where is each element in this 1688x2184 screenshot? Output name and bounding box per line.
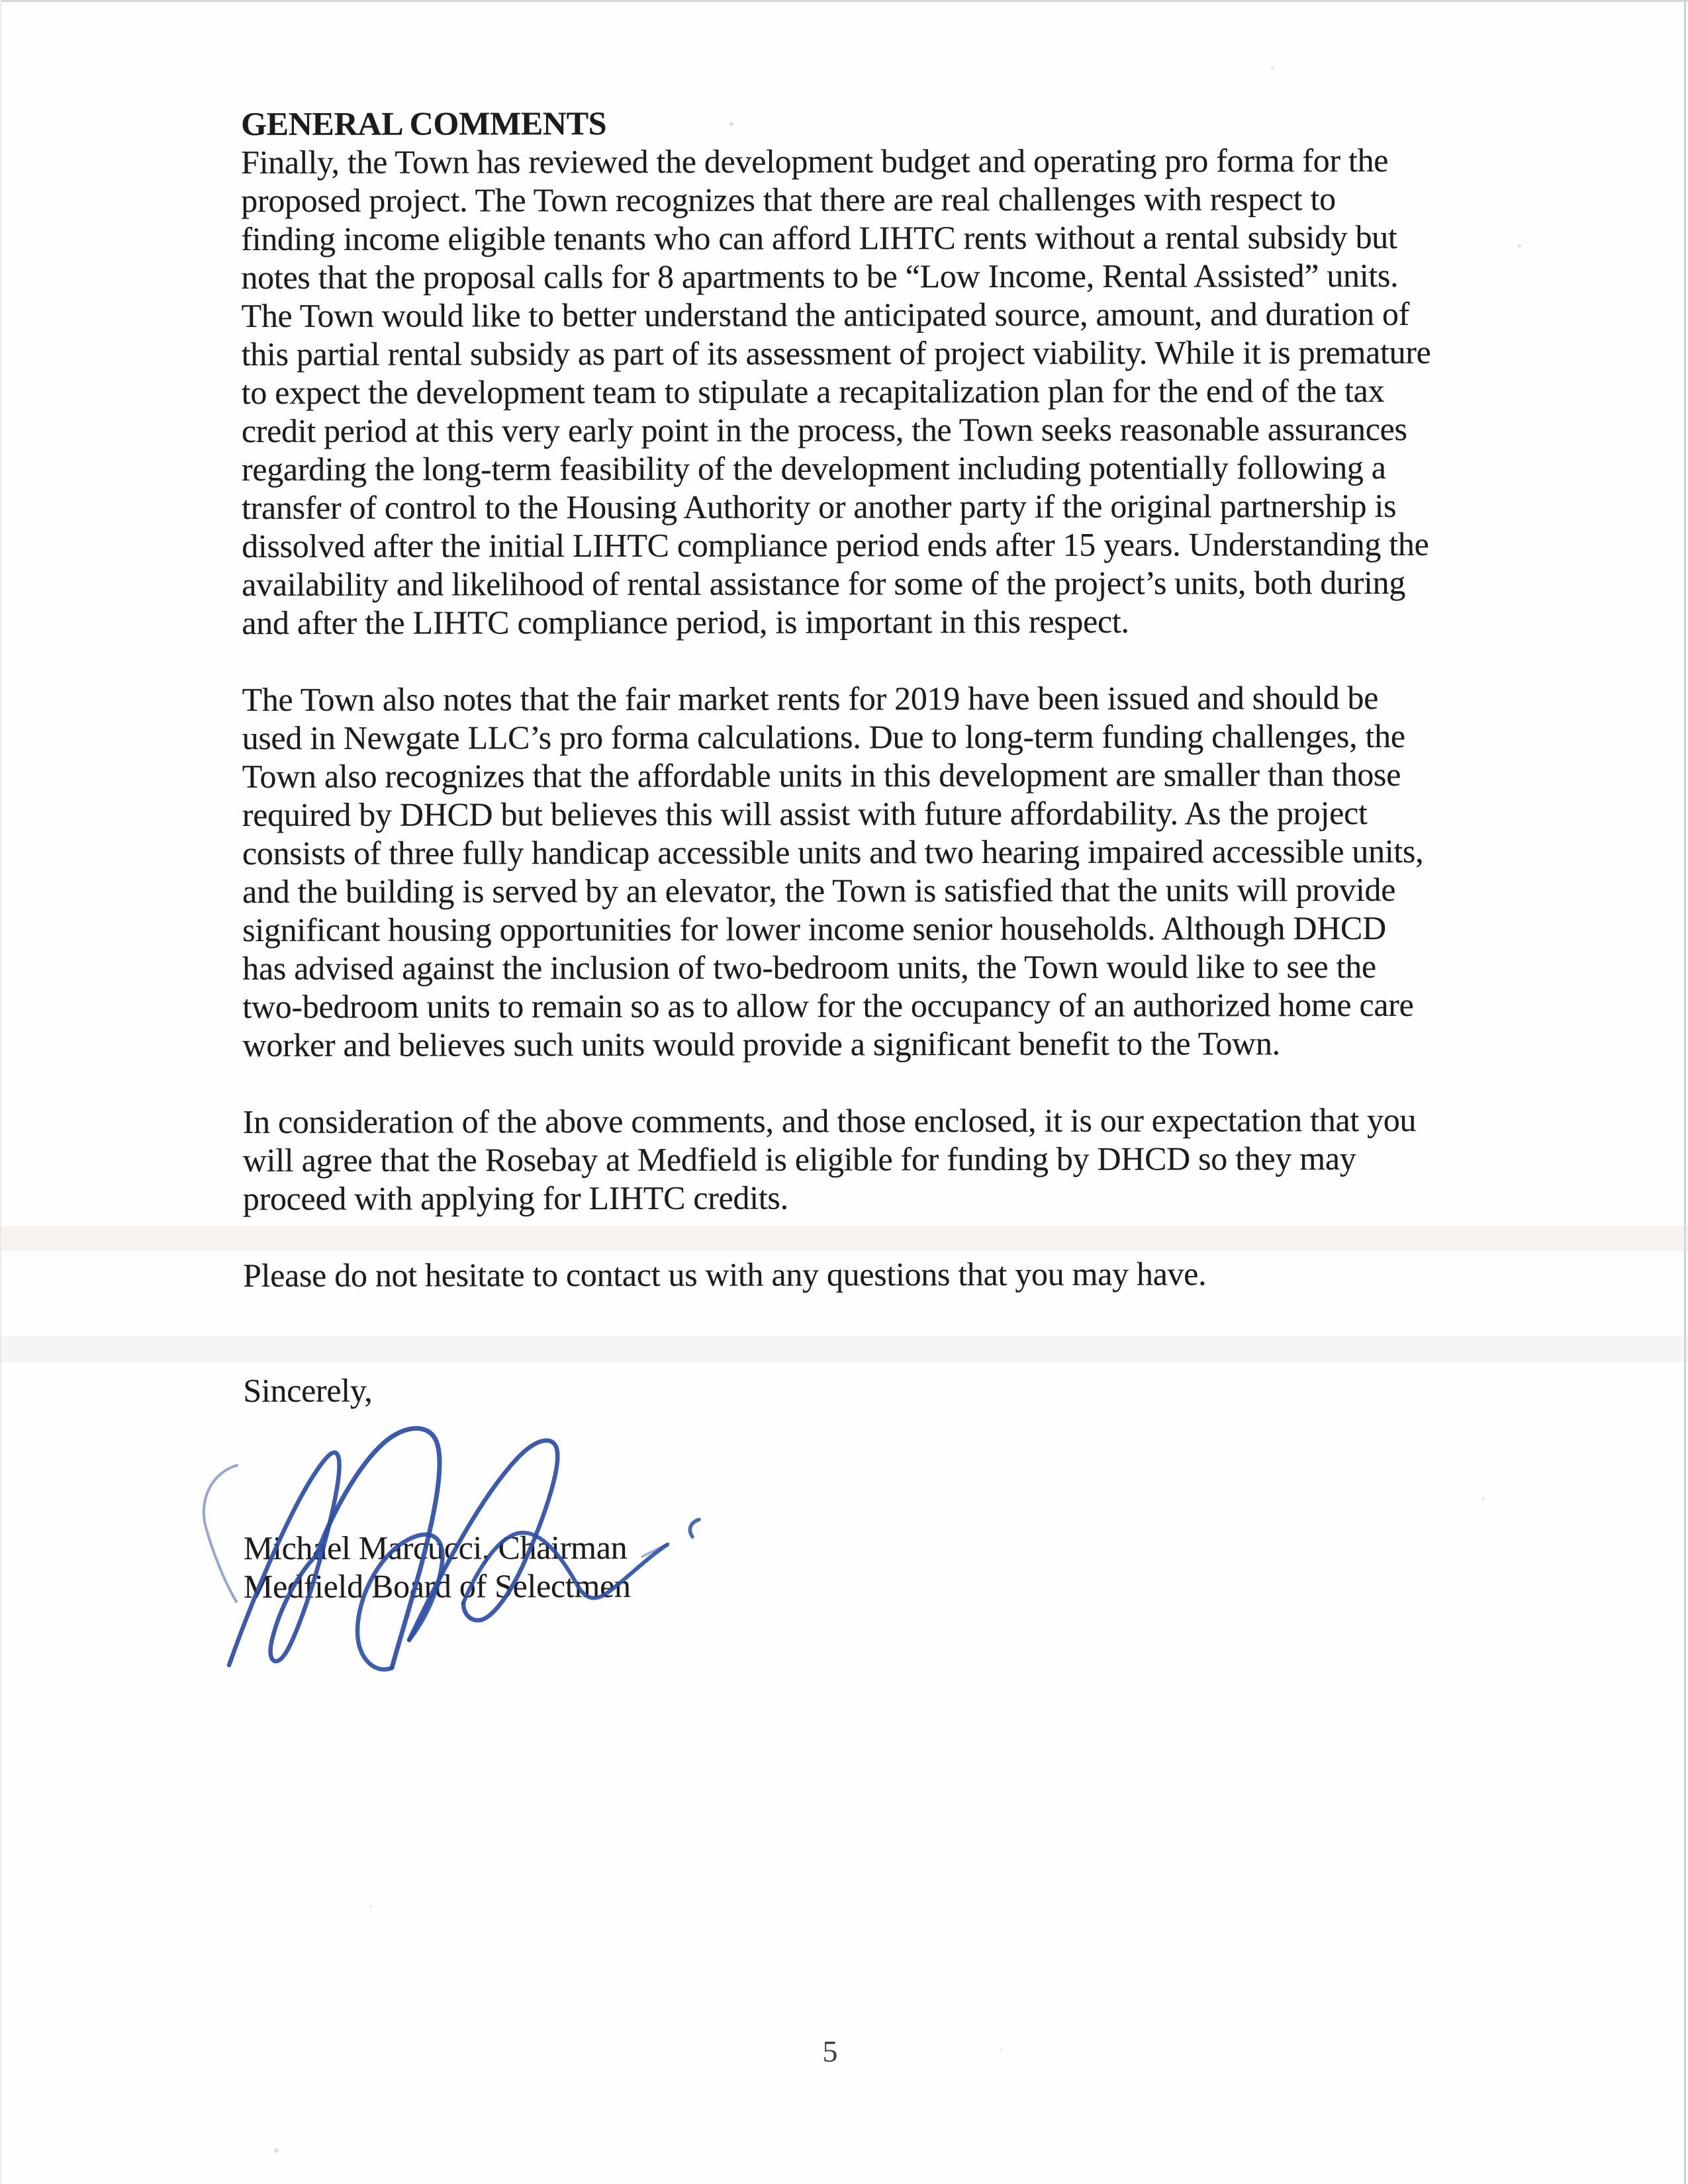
scan-speckle <box>274 2148 279 2153</box>
section-heading: GENERAL COMMENTS <box>241 105 607 142</box>
signer-name: Michael Marcucci, Chairman <box>243 1528 628 1567</box>
closing-salutation: Sincerely, <box>243 1371 373 1409</box>
page-number: 5 <box>822 2034 838 2068</box>
signer-organization: Medfield Board of Selectmen <box>243 1567 631 1605</box>
letter-body <box>241 103 1435 1606</box>
signature-stroke <box>204 1465 237 1602</box>
scan-speckle <box>1000 2048 1003 2052</box>
scan-speckle <box>1481 1497 1485 1500</box>
scan-speckle <box>369 1905 372 1907</box>
scan-edge-right <box>1684 0 1686 2184</box>
paragraph-2: The Town also notes that the fair market rents for 2019 have been issued and should be used in Newgate LLC’s pro forma calculations. Due to long-term funding challenges, the Town also recognizes that the affordable units in this development are smaller than those required by DHCD but believes this will assist with future affordability. As the project consists of three fully handicap accessible units and two hearing impaired accessible units, and the building is served by an elevator, the Town is satisfied that the units will provide significant housing opportunities for lower income senior households. Although DHCD has advised against the inclusion of two-bedroom units, the Town would like to see the two-bedroom units to remain so as to allow for the occupancy of an authorized home care worker and believes such units would provide a significant benefit to the Town. <box>242 679 1424 1064</box>
scan-edge-left <box>0 0 1 2184</box>
scan-edge-top <box>0 0 1688 2</box>
scan-speckle <box>1271 67 1274 70</box>
scan-speckle <box>1518 244 1521 248</box>
paragraph-1: Finally, the Town has reviewed the development budget and operating pro forma for the proposed project. The Town recognizes that there are real challenges with respect to finding income eligible tenants who can afford LIHTC rents without a rental subsidy but notes that the proposal calls for 8 apartments to be “Low Income, Rental Assisted” units. The Town would like to better understand the anticipated source, amount, and duration of this partial rental subsidy as part of its assessment of project viability. While it is premature to expect the development team to stipulate a recapitalization plan for the end of the tax credit period at this very early point in the process, the Town seeks reasonable assurances regarding the long-term feasibility of the development including potentially following a transfer of control to the Housing Authority or another party if the original partnership is dissolved after the initial LIHTC compliance period ends after 15 years. Understanding the availability and likelihood of rental assistance for some of the project’s units, both during and after the LIHTC compliance period, is important in this respect. <box>241 141 1431 641</box>
signature-space <box>243 1408 1434 1529</box>
paragraph-4: Please do not hesitate to contact us with any questions that you may have. <box>243 1255 1207 1294</box>
paragraph-3: In consideration of the above comments, and those enclosed, it is our expectation that you will agree that the Rosebay at Medfield is eligible for funding by DHCD so they may proceed with applying for LIHTC credits. <box>242 1101 1417 1217</box>
